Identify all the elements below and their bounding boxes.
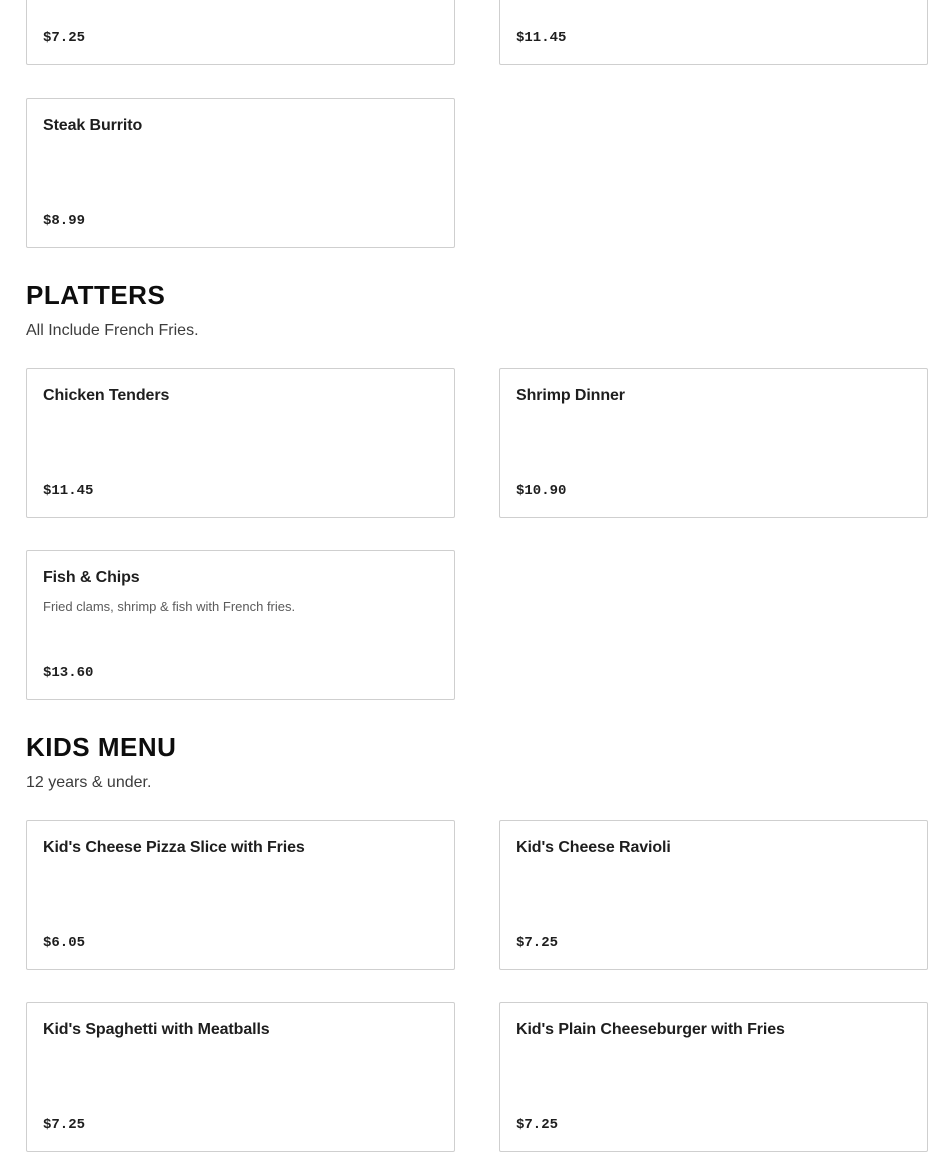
item-name: Fish & Chips <box>43 569 140 586</box>
item-price: $13.60 <box>43 665 94 681</box>
menu-item-card[interactable] <box>26 368 455 518</box>
item-price: $7.25 <box>516 1117 559 1133</box>
item-price: $8.99 <box>43 213 86 229</box>
section-title-kids-menu: KIDS MENU <box>26 732 177 762</box>
menu-item-card[interactable] <box>26 98 455 248</box>
menu-item-card[interactable] <box>26 1002 455 1152</box>
item-name: Kid's Spaghetti with Meatballs <box>43 1021 270 1038</box>
item-name: Chicken Tenders <box>43 387 170 404</box>
item-name: Steak Burrito <box>43 117 143 134</box>
item-price: $11.45 <box>516 30 567 46</box>
item-description: Fried clams, shrimp & fish with French fries. <box>43 599 296 614</box>
section-subtitle-platters: All Include French Fries. <box>26 322 199 339</box>
item-price: $7.25 <box>516 935 559 951</box>
item-name: Shrimp Dinner <box>516 387 625 404</box>
item-name: Kid's Cheese Ravioli <box>516 839 671 856</box>
item-price: $11.45 <box>43 483 94 499</box>
item-name: Kid's Cheese Pizza Slice with Fries <box>43 839 305 856</box>
item-price: $7.25 <box>43 30 86 46</box>
item-name: Kid's Plain Cheeseburger with Fries <box>516 1021 785 1038</box>
item-price: $7.25 <box>43 1117 86 1133</box>
item-price: $10.90 <box>516 483 567 499</box>
section-title-platters: PLATTERS <box>26 280 166 310</box>
item-price: $6.05 <box>43 935 86 951</box>
menu-item-card[interactable] <box>26 820 455 970</box>
menu-item-card[interactable] <box>499 820 928 970</box>
section-subtitle-kids-menu: 12 years & under. <box>26 774 152 791</box>
menu-item-card[interactable] <box>499 368 928 518</box>
menu-item-card[interactable] <box>26 550 455 700</box>
menu-item-card[interactable] <box>26 0 455 65</box>
menu-item-card[interactable] <box>499 1002 928 1152</box>
menu-item-card[interactable] <box>499 0 928 65</box>
